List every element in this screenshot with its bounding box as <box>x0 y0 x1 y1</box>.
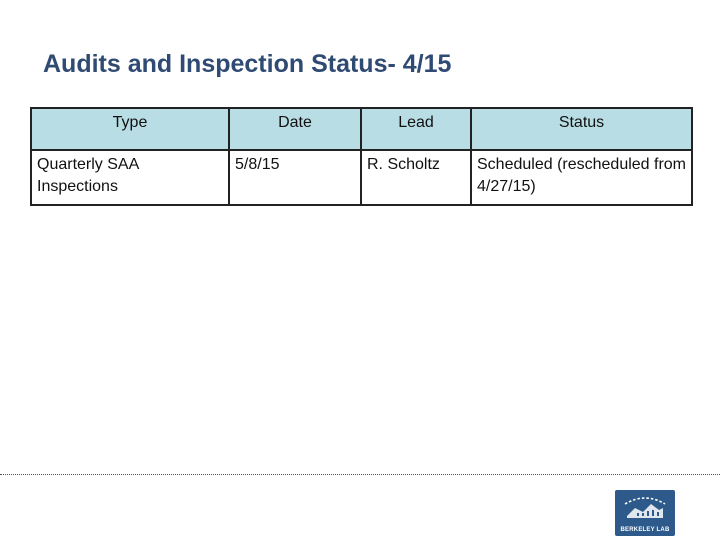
header-date: Date <box>229 108 361 150</box>
cell-type: Quarterly SAA Inspections <box>31 150 229 205</box>
cell-status: Scheduled (rescheduled from 4/27/15) <box>471 150 692 205</box>
berkeley-lab-logo-icon <box>615 490 675 536</box>
table-header-row <box>31 108 692 150</box>
logo-graphic <box>615 490 675 524</box>
cell-date: 5/8/15 <box>229 150 361 205</box>
logo-caption: BERKELEY LAB <box>620 527 670 533</box>
slide-title: Audits and Inspection Status- 4/15 <box>43 50 452 78</box>
header-type: Type <box>31 108 229 150</box>
header-status: Status <box>471 108 692 150</box>
cell-lead: R. Scholtz <box>361 150 471 205</box>
header-lead: Lead <box>361 108 471 150</box>
footer-divider <box>0 474 720 475</box>
status-table <box>30 107 693 206</box>
table-row <box>31 150 692 205</box>
